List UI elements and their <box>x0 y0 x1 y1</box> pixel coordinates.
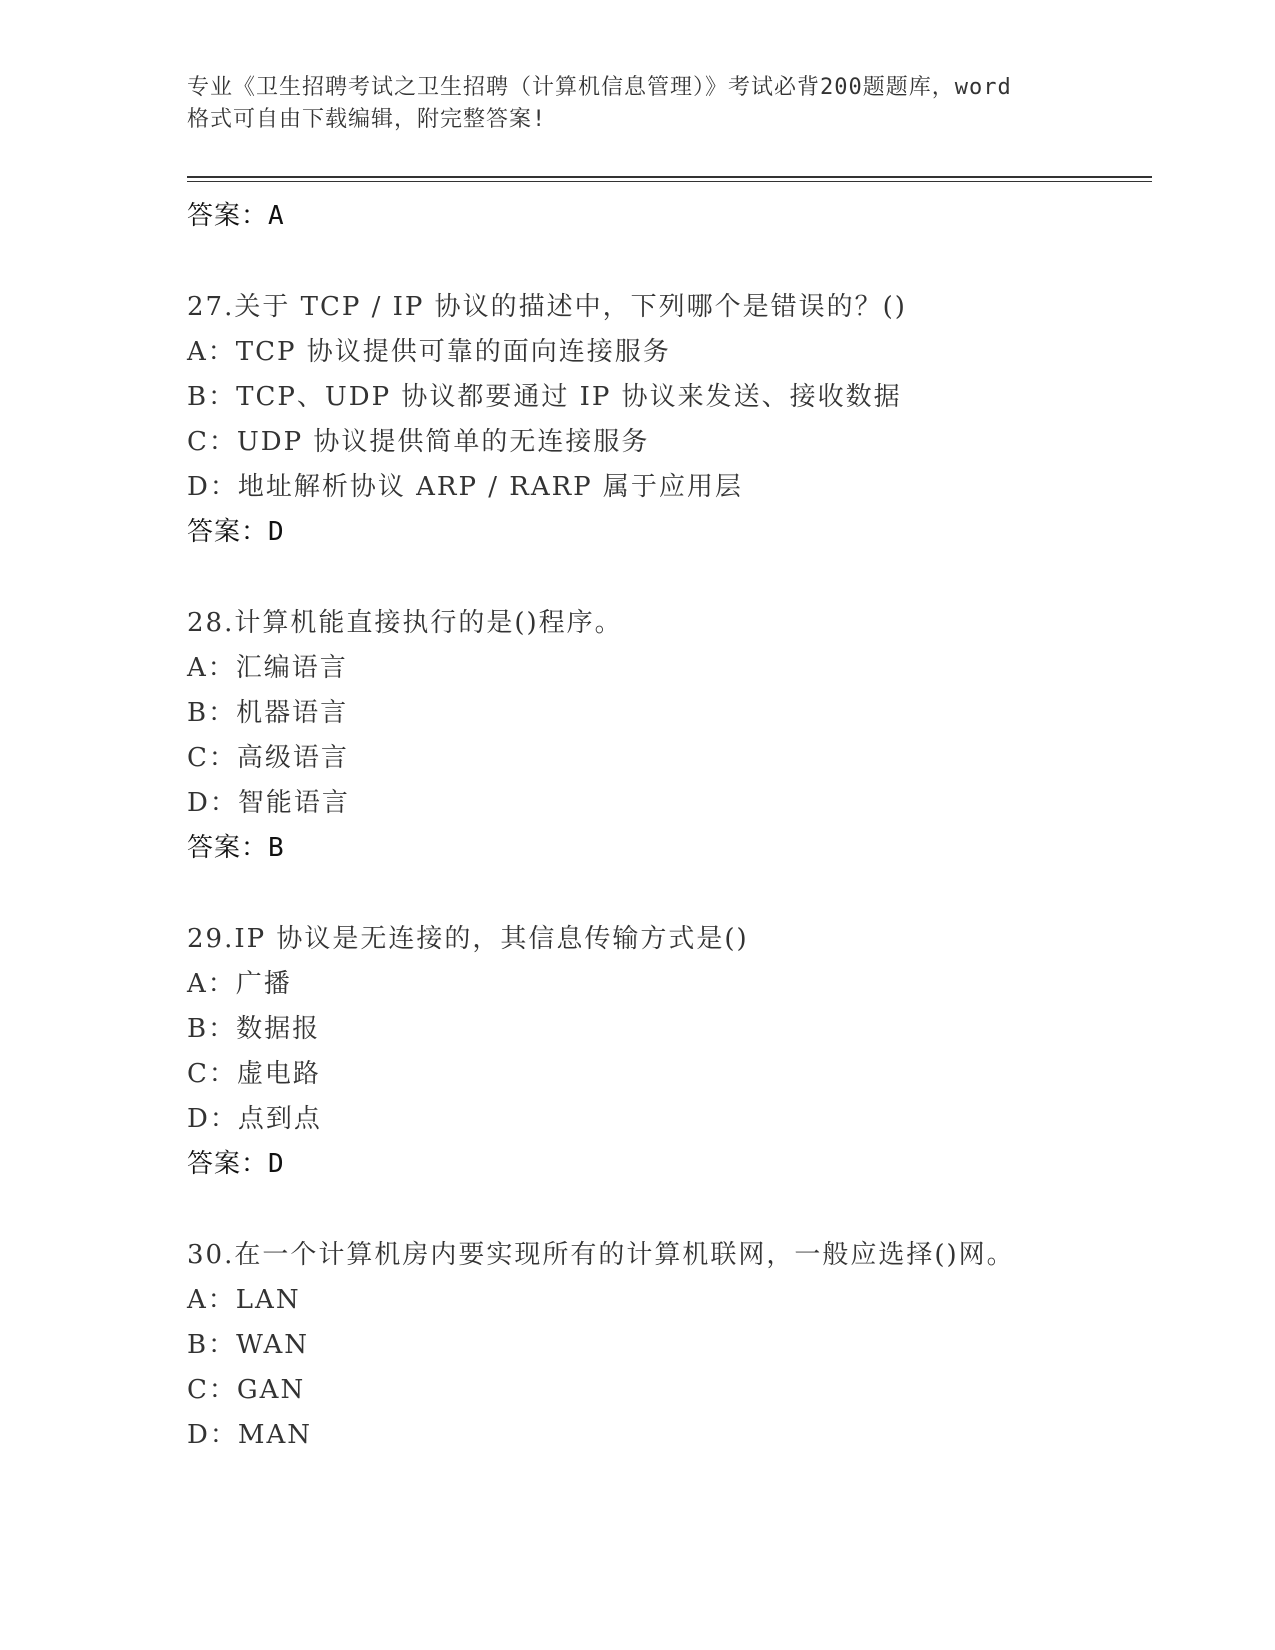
header-divider <box>187 176 1152 182</box>
option-b: B：机器语言 <box>187 698 349 728</box>
question-29 <box>187 917 1152 1187</box>
option-b: B：数据报 <box>187 1014 321 1044</box>
answer-label: 答案：B <box>187 833 285 863</box>
question-stem: 30.在一个计算机房内要实现所有的计算机联网，一般应选择()网。 <box>187 1240 1015 1270</box>
question-stem: 27.关于 TCP / IP 协议的描述中，下列哪个是错误的？() <box>187 292 907 322</box>
question-27 <box>187 285 1152 555</box>
option-b: B：WAN <box>187 1330 310 1360</box>
option-c: C：高级语言 <box>187 743 349 773</box>
header-line-1: 专业《卫生招聘考试之卫生招聘（计算机信息管理）》考试必背200题题库，word <box>187 75 1012 100</box>
document-page <box>187 72 1152 1458</box>
option-c: C：虚电路 <box>187 1059 321 1089</box>
option-a: A：汇编语言 <box>187 653 348 683</box>
option-a: A：TCP 协议提供可靠的面向连接服务 <box>187 337 671 367</box>
question-28 <box>187 601 1152 871</box>
option-c: C：GAN <box>187 1375 306 1405</box>
answer-label: 答案：D <box>187 1149 285 1179</box>
option-b: B：TCP、UDP 协议都要通过 IP 协议来发送、接收数据 <box>187 382 902 412</box>
answer-label: 答案：D <box>187 517 285 547</box>
question-stem: 28.计算机能直接执行的是()程序。 <box>187 608 623 638</box>
option-d: D：智能语言 <box>187 788 350 818</box>
document-header <box>187 72 1152 136</box>
header-line-2: 格式可自由下载编辑，附完整答案! <box>187 107 547 132</box>
option-d: D：点到点 <box>187 1104 322 1134</box>
question-stem: 29.IP 协议是无连接的，其信息传输方式是() <box>187 924 749 954</box>
option-a: A：广播 <box>187 969 292 999</box>
option-c: C：UDP 协议提供简单的无连接服务 <box>187 427 650 457</box>
answer-label: 答案：A <box>187 201 285 231</box>
option-d: D：MAN <box>187 1420 312 1450</box>
option-a: A：LAN <box>187 1285 301 1315</box>
option-d: D：地址解析协议 ARP / RARP 属于应用层 <box>187 472 743 502</box>
question-30 <box>187 1233 1152 1458</box>
